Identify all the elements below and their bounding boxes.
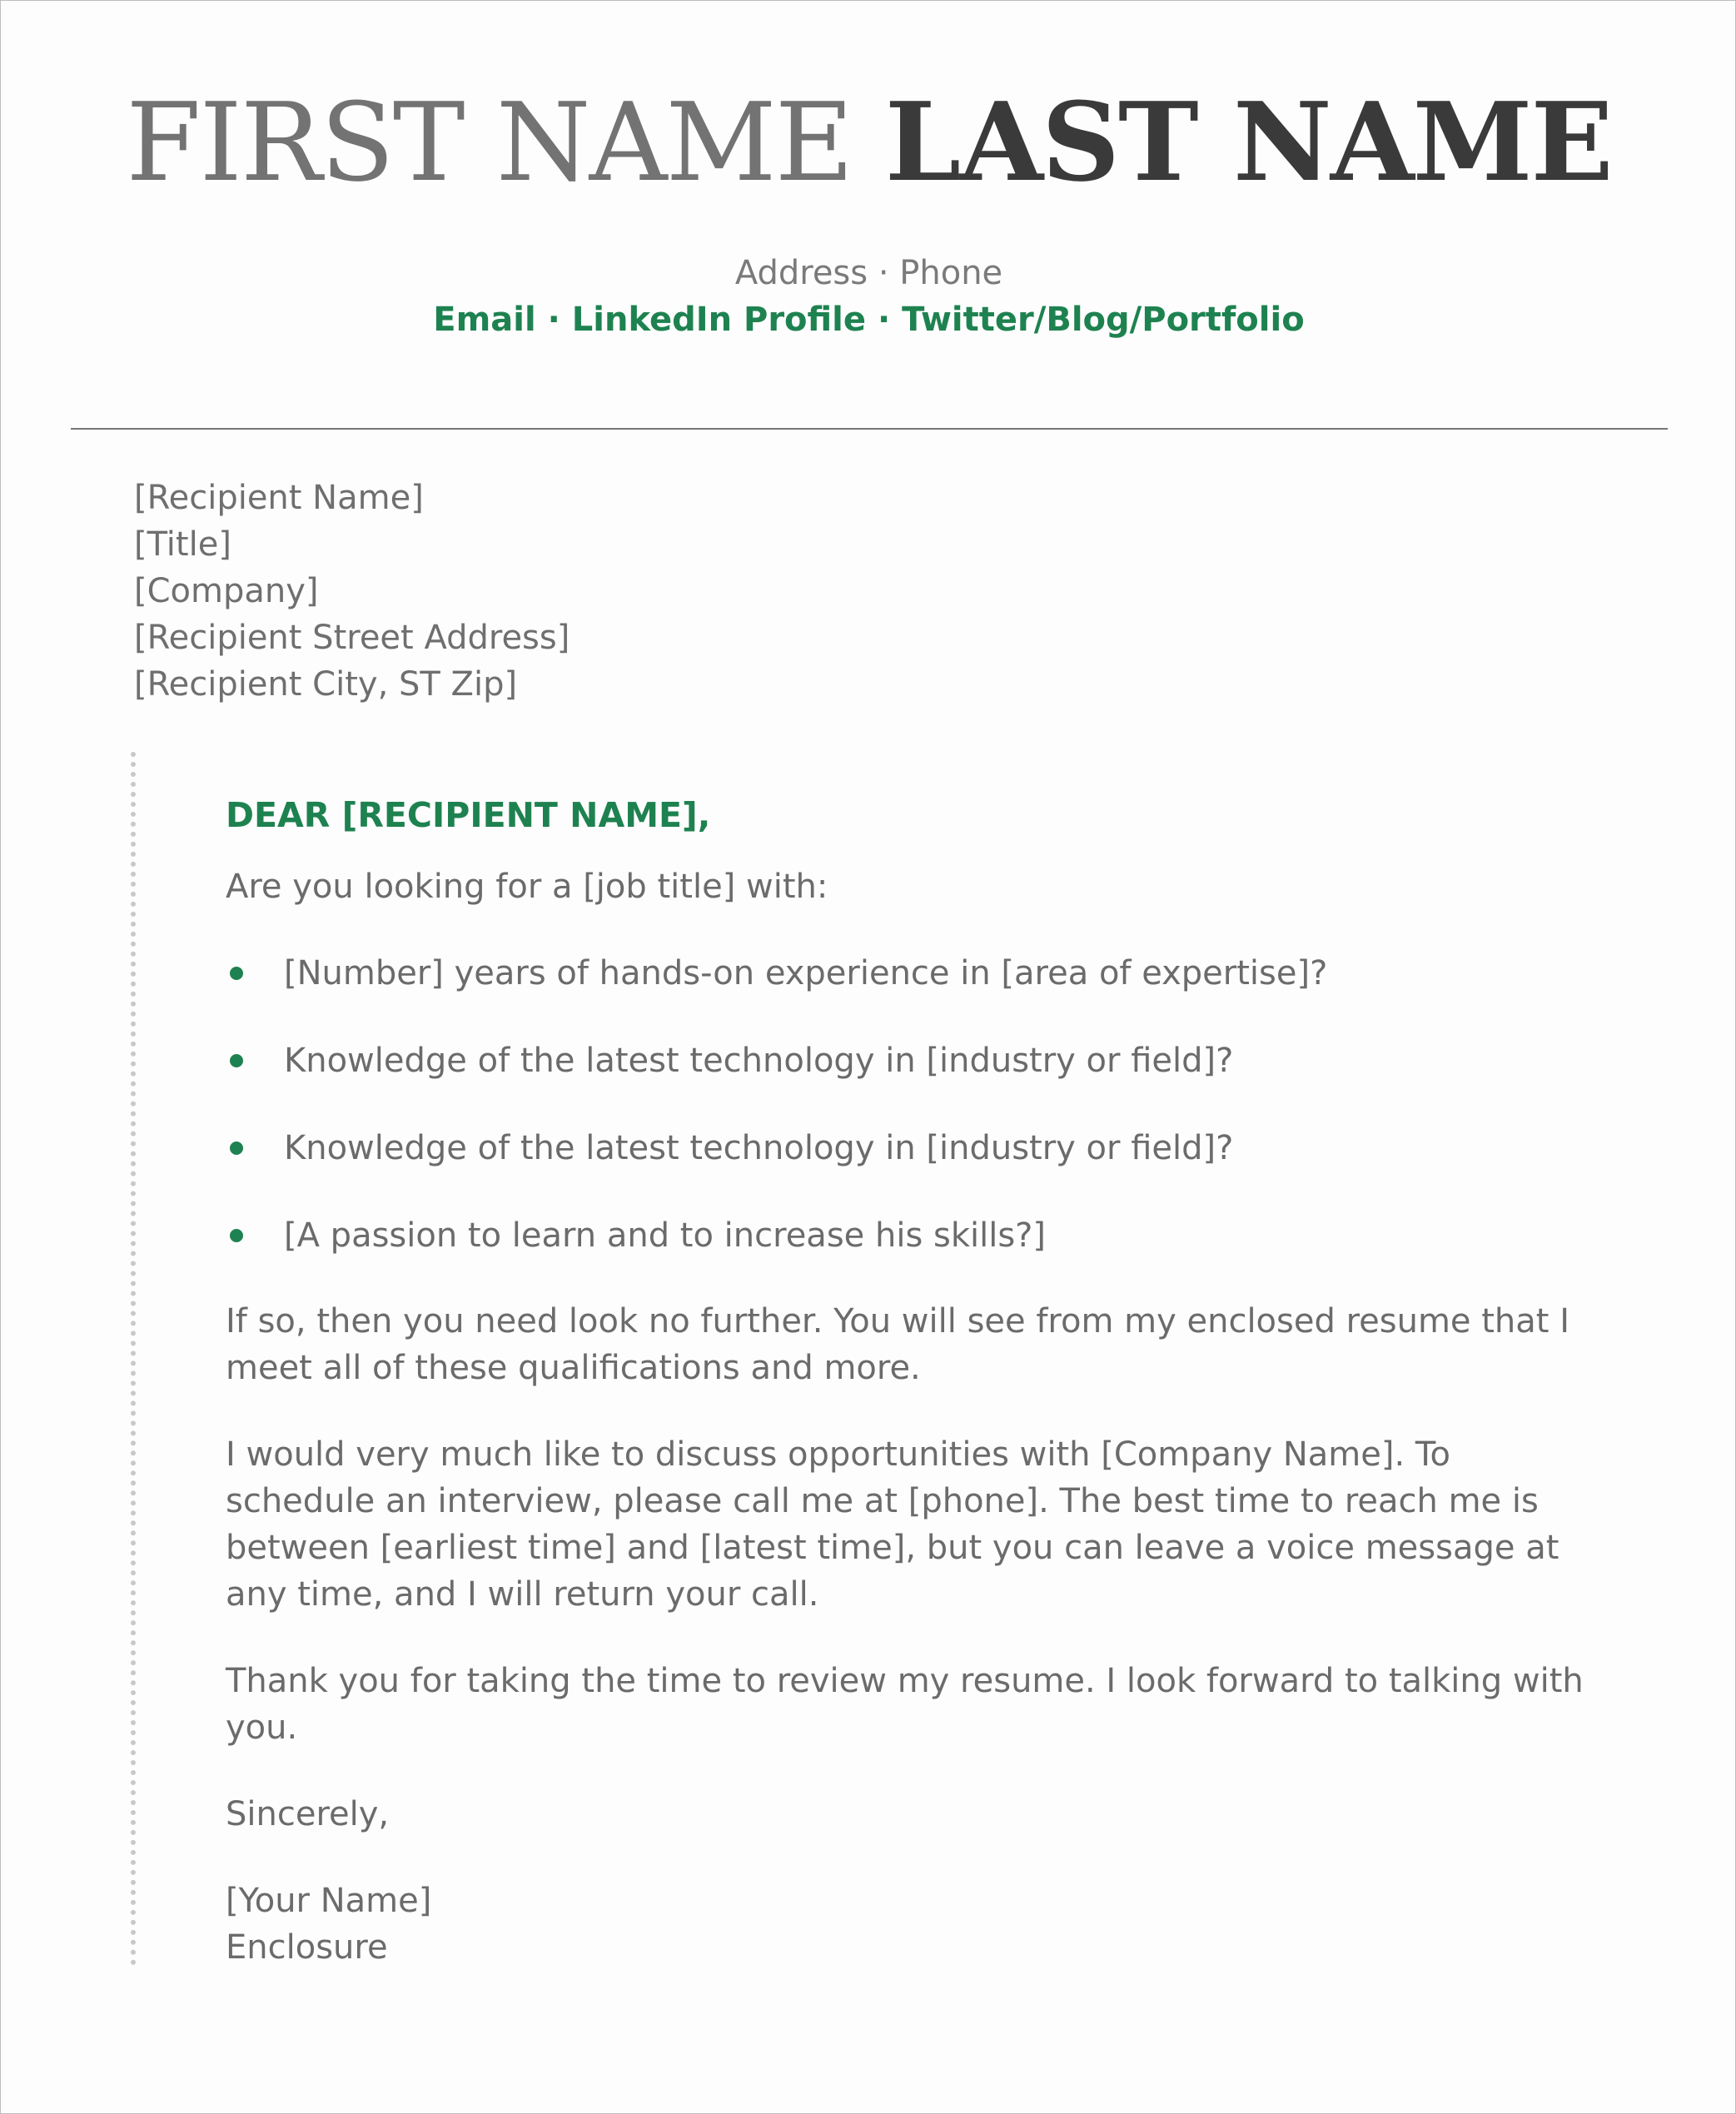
recipient-street: [Recipient Street Address] [134, 619, 570, 657]
list-item-text: [A passion to learn and to increase his skills?] [284, 1216, 1047, 1255]
list-item-text: Knowledge of the latest technology in [industry or field]? [284, 1129, 1234, 1167]
first-name: FIRST NAME [126, 79, 853, 206]
last-name: LAST NAME [884, 78, 1612, 206]
list-item [226, 1125, 1608, 1171]
list-item [226, 950, 1608, 997]
closing: Sincerely, [226, 1795, 390, 1833]
paragraph-qualifications: If so, then you need look no further. You will see from my enclosed resume that I meet all of these qualifications and more. [226, 1302, 1569, 1387]
list-item-text: [Number] years of hands-on experience in [area of expertise]? [284, 954, 1328, 992]
list-item [226, 1037, 1608, 1084]
contact-address-phone: Address · Phone [734, 254, 1003, 292]
enclosure-note: Enclosure [226, 1928, 388, 1967]
recipient-block [134, 475, 570, 708]
qualifications-list [226, 950, 1608, 1259]
recipient-title: [Title] [134, 525, 231, 564]
bullet-icon [230, 967, 243, 980]
recipient-name: [Recipient Name] [134, 479, 424, 517]
list-item-text: Knowledge of the latest technology in [industry or field]? [284, 1042, 1234, 1080]
signature-name: [Your Name] [226, 1882, 432, 1920]
dotted-margin-rule [131, 752, 136, 1966]
bullet-icon [230, 1054, 243, 1067]
paragraph-thanks: Thank you for taking the time to review my resume. I look forward to talking with you. [226, 1662, 1584, 1747]
letter-body [226, 792, 1608, 1971]
bullet-icon [230, 1229, 243, 1242]
applicant-name [1, 80, 1736, 205]
recipient-city: [Recipient City, ST Zip] [134, 665, 518, 704]
contact-email-links: Email · LinkedIn Profile · Twitter/Blog/Portfolio [433, 301, 1305, 339]
bullet-icon [230, 1142, 243, 1155]
recipient-company: [Company] [134, 572, 319, 610]
intro-text: Are you looking for a [job title] with: [226, 868, 828, 906]
greeting: DEAR [RECIPIENT NAME], [226, 795, 711, 835]
paragraph-interview: I would very much like to discuss opportunities with [Company Name]. To schedule an interview, please call me at [phone]. The best time to reach me is between [earliest time] and [latest time], but you can leave a voice message at any time, and I will return your call. [226, 1435, 1559, 1614]
list-item [226, 1212, 1608, 1259]
signature-block [226, 1878, 1608, 1971]
header-divider [71, 428, 1668, 430]
